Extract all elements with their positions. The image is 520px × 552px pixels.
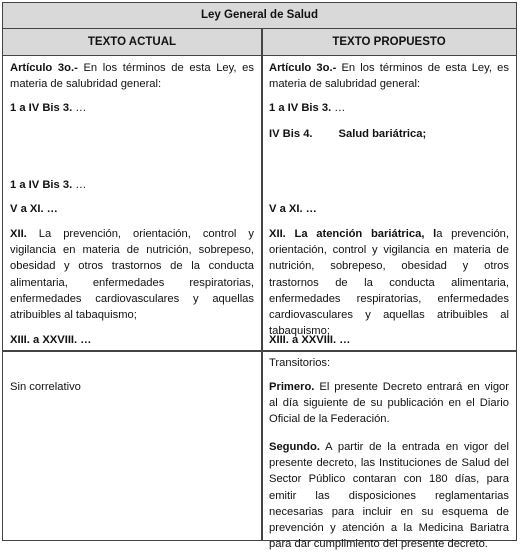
header-texto-actual: TEXTO ACTUAL xyxy=(87,36,177,48)
table-title: Ley General de Salud xyxy=(3,3,516,29)
left-i-iv-text: … xyxy=(72,102,87,114)
right-articulo-text: En los términos de esta Ley, es materia de salubridad general: xyxy=(269,62,509,91)
right-iv-bis4-label: IV Bis 4. xyxy=(269,128,313,140)
right-xii-bold: La atención bariátrica, l xyxy=(285,228,437,240)
right-primero-text: El presente Decreto entrará en vigor al día siguiente de su publicación en el Diario Oficial de la Federación. xyxy=(269,381,509,426)
right-iv-bis4-text: Salud bariátrica; xyxy=(338,128,427,140)
right-transitorios: Transitorios: xyxy=(269,357,331,369)
right-primero-label: Primero. xyxy=(269,381,315,393)
header-row xyxy=(3,29,516,56)
left-articulo-3o xyxy=(10,60,254,92)
comparison-table xyxy=(2,2,517,551)
right-fraccion-xiii: XIII. a XXVIII. … xyxy=(269,334,351,346)
right-i-iv-label: 1 a IV Bis 3. xyxy=(269,102,332,114)
left-i-iv-2-text: … xyxy=(72,179,87,191)
left-i-iv-label: 1 a IV Bis 3. xyxy=(10,102,73,114)
header-texto-propuesto: TEXTO PROPUESTO xyxy=(332,36,446,48)
left-articulo-label: Artículo 3o.- xyxy=(10,62,78,74)
left-fraccion-xiii: XIII. a XXVIII. … xyxy=(10,334,92,346)
right-i-iv-text: … xyxy=(331,102,346,114)
right-articulo-3o xyxy=(269,60,509,92)
right-segundo xyxy=(269,439,509,552)
left-fraccion-i-iv-2 xyxy=(10,177,254,193)
left-sin-correlativo: Sin correlativo xyxy=(10,381,81,393)
right-segundo-text: A partir de la entrada en vigor del presente decreto, las Instituciones de Salud del Sector Público contaran con 180 días, para emitir las disposiciones reglamentarias necesarias para incluir en su esquema de prevención y atención a la Medicina Bariatra para dar cumplimiento del presente decreto. xyxy=(269,441,509,551)
right-xii-label: XII. xyxy=(269,228,286,240)
left-fraccion-i-iv xyxy=(10,100,254,116)
left-articulo-text: En los términos de esta Ley, es materia de salubridad general: xyxy=(10,62,254,91)
right-fraccion-iv-bis-4 xyxy=(269,126,509,142)
left-column xyxy=(3,56,261,540)
right-segundo-label: Segundo. xyxy=(269,441,320,453)
left-fraccion-v-xi: V a XI. … xyxy=(10,203,58,215)
left-xii-text: La prevención, orientación, control y vigilancia en materia de nutrición, sobrepeso, obesidad y otros trastornos de la conducta alimentaria, enfermedades respiratorias, enfermedades cardiovasculares y aquellas atribuibles al tabaquismo; xyxy=(10,228,254,322)
right-primero xyxy=(269,379,509,428)
right-fraccion-i-iv xyxy=(269,100,509,116)
right-fraccion-v-xi: V a XI. … xyxy=(269,203,317,215)
right-fraccion-xii xyxy=(269,226,509,339)
left-i-iv-2-label: 1 a IV Bis 3. xyxy=(10,179,73,191)
left-fraccion-xii xyxy=(10,226,254,323)
left-xii-label: XII. xyxy=(10,228,27,240)
right-articulo-label: Artículo 3o.- xyxy=(269,62,337,74)
right-xii-text: a prevención, orientación, control y vigilancia en materia de nutrición, sobrepeso, obesidad y otros trastornos de la conducta alimentaria, enfermedades respiratorias, enfermedades cardiovasculares y aquellas atribuibles al tabaquismo; xyxy=(269,228,510,338)
right-column xyxy=(262,56,516,551)
